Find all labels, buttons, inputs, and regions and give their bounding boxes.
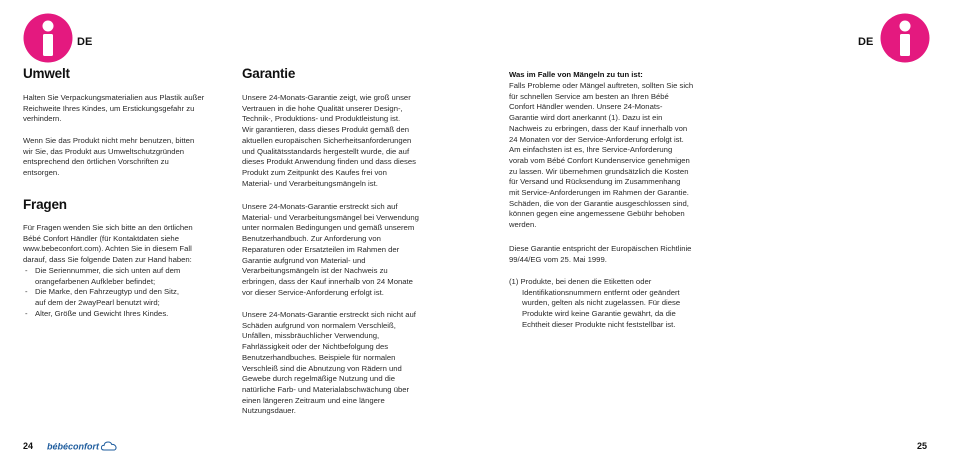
cloud-icon (101, 441, 117, 453)
fragen-paragraph: Für Fragen wenden Sie sich bitte an den örtlichen Bébé Confort Händler (für Kontaktdaten siehe www.bebeconfort.com). Achten Sie in diesem Fall darauf, dass Sie folgende Daten zur Hand haben: (23, 223, 193, 265)
info-icon (23, 13, 73, 63)
list-item: - Alter, Größe und Gewicht Ihres Kindes. (23, 309, 233, 320)
section-title-fragen: Fragen (23, 197, 67, 212)
language-label-left: DE (77, 36, 93, 48)
language-label-right: DE (858, 36, 874, 48)
garantie-paragraph-1: Unsere 24-Monats-Garantie zeigt, wie groß unser Vertrauen in die hohe Qualität unserer Design-, Technik-, Produktions- und Produktleistung ist. Wir garantieren, dass dieses Produkt gemäß den aktuellen europäischen Sicherheitsanforderungen und Qualitätsstandards hergestellt wurde, die auf dieses Produkt Anwendung finden und dass dieses Produkt zum Zeitpunkt des Kaufes frei von Material- und Verarbeitungsmängeln ist. (242, 93, 416, 188)
maengel-heading: Was im Falle von Mängeln zu tun ist: (509, 70, 643, 79)
page-number-right: 25 (917, 441, 928, 451)
list-item: - Die Marke, den Fahrzeugtyp und den Sitz, auf dem der 2wayPearl benutzt wird; (23, 287, 233, 308)
umwelt-paragraph-2: Wenn Sie das Produkt nicht mehr benutzen, bitten wir Sie, das Produkt aus Umweltschutzgründen entsprechend den örtlichen Vorschriften zu entsorgen. (23, 136, 195, 178)
brand-logo-text: bébéconfort (47, 441, 100, 452)
fragen-list (23, 266, 233, 320)
section-title-garantie: Garantie (242, 66, 296, 81)
umwelt-paragraph-1: Halten Sie Verpackungsmaterialien aus Plastik außer Reichweite Ihres Kindes, um Erstickungsgefahr zu verhindern. (23, 93, 205, 124)
brand-logo (47, 441, 117, 453)
footnote: (1) Produkte, bei denen die Etiketten oder Identifikationsnummern entfernt oder geändert wurden, gelten als nicht zugelassen. Für diese Produkte wird keine Garantie gewährt, da die Echtheit dieser Produkte nicht feststellbar ist. (509, 277, 681, 329)
page-number-left: 24 (23, 441, 34, 451)
garantie-paragraph-2: Unsere 24-Monats-Garantie erstreckt sich auf Material- und Verarbeitungsmängel bei Verwendung unter normalen Bedingungen und gemäß unserem Benutzerhandbuch. Zur Anforderung von Reparaturen oder Ersatzteilen im Rahmen der Garantie aufgrund von Material- und Verarbeitungsmängeln ist der Nachweis zu erbringen, dass der Kauf innerhalb von 24 Monate vor dieser Service-Anforderung erfolgt ist. (242, 202, 419, 297)
maengel-paragraph-2: Diese Garantie entspricht der Europäischen Richtlinie 99/44/EG vom 25. Mai 1999. (509, 244, 692, 264)
maengel-paragraph-1: Falls Probleme oder Mängel auftreten, sollten Sie sich für schnellen Service am besten an Ihren Bébé Confort Händler wenden. Unsere 24-Monats- Garantie wird dort anerkannt (1). Dazu ist ein Nachweis zu erbringen, dass der Kauf innerhalb von 24 Monaten vor der Service-Anforderung erfolgt ist. Am einfachsten ist es, Ihre Service-Anforderung vorab vom Bébé Confort Kundenservice genehmigen zu lassen. Wir übernehmen grundsätzlich die Kosten für Versand und Rücksendung im Zusammenhang mit Service-Anforderungen im Rahmen der Garantie. Schäden, die von der Garantie ausgeschlossen sind, können gegen eine angemessene Gebühr behoben werden. (509, 81, 694, 230)
garantie-paragraph-3: Unsere 24-Monats-Garantie erstreckt sich nicht auf Schäden aufgrund von normalem Verschleiß, Unfällen, missbräuchlicher Verwendung, Fahrlässigkeit oder der Nichtbefolgung des Benutzerhandbuches. Beispiele für normalen Verschleiß sind die Abnutzung von Rädern und Gewebe durch regelmäßige Nutzung und die natürliche Farb- und Materialabschwächung über einen längeren Zeitraum und eine längere Nutzungsdauer. (242, 310, 416, 416)
info-icon (880, 13, 930, 63)
section-title-umwelt: Umwelt (23, 66, 70, 81)
list-item: - Die Seriennummer, die sich unten auf dem orangefarbenen Aufkleber befindet; (23, 266, 233, 287)
